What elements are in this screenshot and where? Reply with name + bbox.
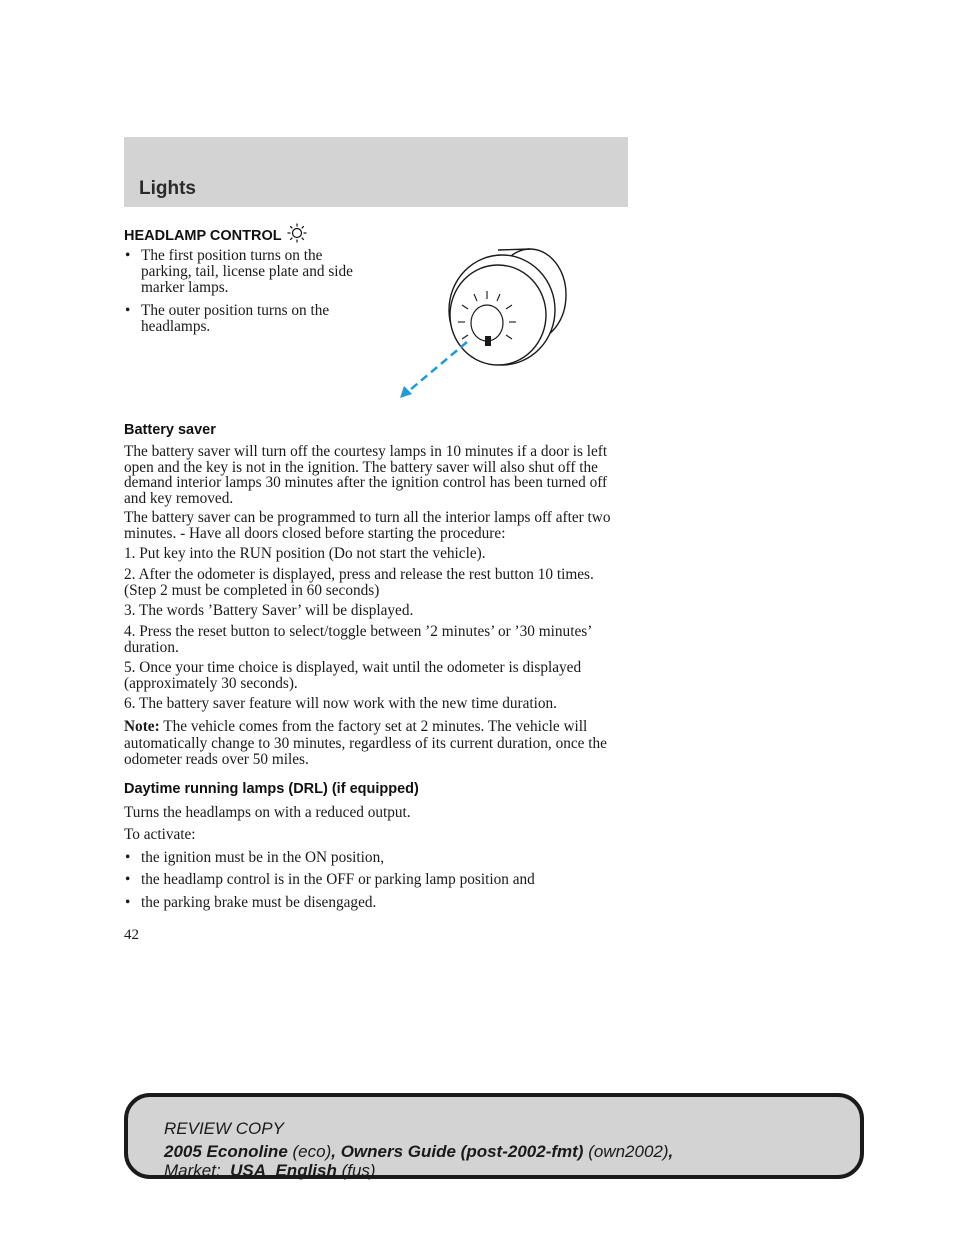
list-item: • The outer position turns on the headlamps. [124, 303, 364, 335]
list-item: • the headlamp control is in the OFF or parking lamp position and [124, 872, 644, 888]
footer-model-code: (eco) [287, 1142, 332, 1161]
battery-saver-para2: The battery saver can be programmed to turn all the interior lamps off after two minutes. - Have all doors closed before starting the procedure: [124, 509, 611, 542]
page-number: 42 [124, 927, 139, 943]
headlamp-knob-illustration [390, 245, 590, 405]
drl-line2: To activate: [124, 826, 196, 843]
drl-line1: Turns the headlamps on with a reduced output. [124, 804, 411, 821]
footer-sep1: , [331, 1142, 341, 1161]
review-footer [124, 1093, 864, 1179]
footer-sep2: , [668, 1142, 674, 1161]
list-item: • the parking brake must be disengaged. [124, 895, 644, 911]
list-item: • The first position turns on the parking, tail, license plate and side marker lamps. [124, 248, 364, 296]
footer-title-line [164, 1142, 673, 1162]
note-label: Note: [124, 718, 160, 735]
step-1: 1. Put key into the RUN position (Do not start the vehicle). [124, 545, 486, 562]
note-text: The vehicle comes from the factory set at 2 minutes. The vehicle will automatically change to 30 minutes, regardless of its current duration, once the odometer reads over 50 miles. [124, 718, 607, 768]
section-title: Lights [139, 178, 196, 199]
headlamp-bullets [124, 248, 364, 335]
step-4: 4. Press the reset button to select/toggle between ’2 minutes’ or ’30 minutes’ duration. [124, 623, 592, 656]
footer-guide: Owners Guide (post-2002-fmt) [340, 1142, 584, 1161]
section-header-band [124, 137, 628, 207]
footer-market: USA_English [230, 1161, 337, 1180]
step-2: 2. After the odometer is displayed, press and release the rest button 10 times. (Step 2 must be completed in 60 seconds) [124, 566, 594, 599]
headlamp-heading [124, 223, 307, 244]
step-6: 6. The battery saver feature will now work with the new time duration. [124, 695, 558, 712]
note-paragraph [124, 719, 624, 769]
review-copy-label: REVIEW COPY [164, 1119, 284, 1138]
battery-saver-para1: The battery saver will turn off the courtesy lamps in 10 minutes if a door is left open and the key is not in the ignition. The battery saver will also shut off the demand interior lamps 30 minutes after the ignition control has been turned off and key removed. [124, 443, 608, 507]
step-3: 3. The words ’Battery Saver’ will be displayed. [124, 602, 414, 619]
footer-market-code: (fus) [336, 1161, 376, 1180]
list-item: • the ignition must be in the ON position, [124, 850, 644, 866]
headlamp-heading-text: HEADLAMP CONTROL [124, 228, 282, 244]
step-5: 5. Once your time choice is displayed, wait until the odometer is displayed (approximately 30 seconds). [124, 659, 582, 692]
drl-bullets [124, 850, 644, 911]
sun-icon [287, 223, 307, 243]
drl-heading: Daytime running lamps (DRL) (if equipped) [124, 781, 419, 797]
footer-model: 2005 Econoline [164, 1142, 288, 1161]
footer-market-label: Market: [164, 1161, 231, 1180]
footer-market-line [164, 1161, 376, 1181]
battery-saver-heading: Battery saver [124, 422, 216, 438]
footer-guide-code: (own2002) [583, 1142, 669, 1161]
